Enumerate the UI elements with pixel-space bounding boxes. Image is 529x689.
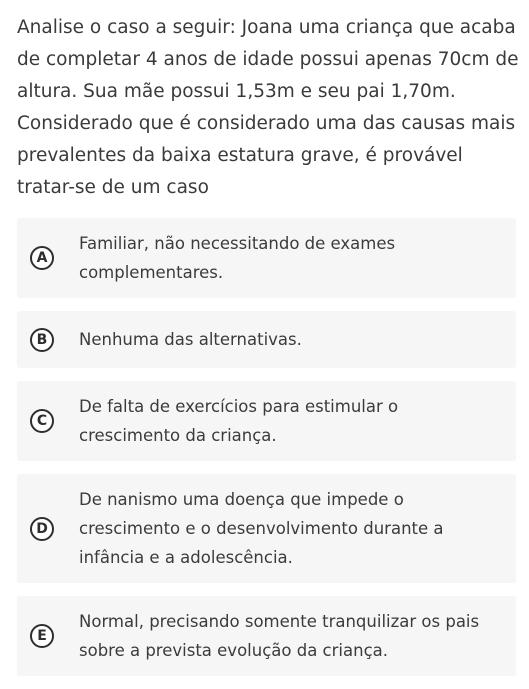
option-letter-a: A <box>30 246 54 270</box>
option-b[interactable] <box>17 311 516 368</box>
option-text-e: Normal, precisando somente tranquilizar os pais sobre a prevista evolução da criança. <box>79 612 480 660</box>
option-letter-c: C <box>30 409 54 433</box>
option-text-a: Familiar, não necessitando de exames complementares. <box>79 234 396 282</box>
option-text-c: De falta de exercícios para estimular o crescimento da criança. <box>79 397 399 445</box>
option-text-d: De nanismo uma doença que impede o crescimento e o desenvolvimento durante a infância e a adolescência. <box>79 490 444 567</box>
option-e[interactable] <box>17 596 516 676</box>
option-text-b: Nenhuma das alternativas. <box>79 330 302 349</box>
option-a[interactable] <box>17 218 516 298</box>
option-c[interactable] <box>17 381 516 461</box>
option-letter-d: D <box>30 517 54 541</box>
option-letter-b: B <box>30 328 54 352</box>
option-letter-e: E <box>30 624 54 648</box>
answer-options <box>17 218 516 689</box>
question-text: Analise o caso a seguir: Joana uma criança que acaba de completar 4 anos de idade possui apenas 70cm de altura. Sua mãe possui 1,53m e seu pai 1,70m. Considerado que é considerado uma das causas mais prevalentes da baixa estatura grave, é provável tratar-se de um caso <box>17 17 519 198</box>
option-d[interactable] <box>17 474 516 583</box>
